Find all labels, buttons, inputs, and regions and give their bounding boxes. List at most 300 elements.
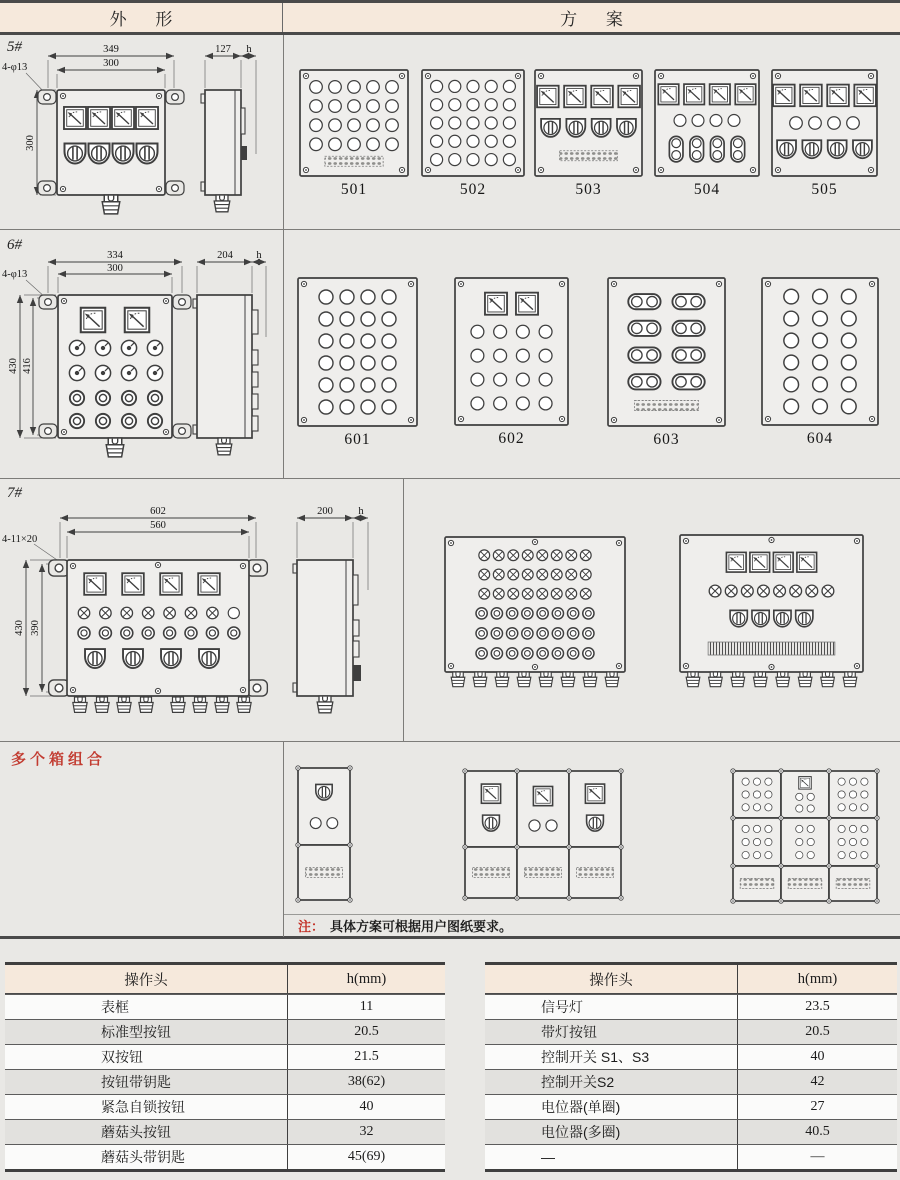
component-circle bbox=[449, 99, 461, 111]
component-circle bbox=[449, 117, 461, 129]
component-circle bbox=[784, 289, 799, 304]
operator-head-cell: — bbox=[485, 1145, 738, 1169]
component-ring bbox=[476, 628, 487, 639]
component-rotary bbox=[483, 815, 500, 831]
component-circle bbox=[361, 312, 375, 326]
height-value-cell: h(mm) bbox=[346, 970, 387, 987]
component-circle bbox=[728, 115, 740, 127]
scheme-row-7 bbox=[403, 480, 900, 741]
component-circle bbox=[753, 825, 760, 832]
component-xlight bbox=[522, 550, 533, 561]
component-circle bbox=[386, 81, 399, 94]
label-strip bbox=[836, 879, 870, 889]
side-view-5 bbox=[201, 90, 247, 212]
component-dh bbox=[628, 321, 660, 336]
section-label-7: 7# bbox=[7, 485, 22, 501]
component-circle bbox=[382, 334, 396, 348]
component-ring bbox=[583, 648, 594, 659]
component-circle bbox=[753, 778, 760, 785]
component-circle bbox=[861, 825, 868, 832]
component-circle bbox=[310, 81, 323, 94]
component-dh bbox=[628, 347, 660, 362]
component-circle bbox=[449, 135, 461, 147]
height-value-cell: 32 bbox=[359, 1124, 374, 1139]
table-row bbox=[485, 1019, 897, 1044]
scheme-number: 601 bbox=[344, 431, 371, 448]
component-meter bbox=[658, 84, 678, 104]
height-value-cell: 20.5 bbox=[805, 1024, 830, 1039]
component-rotary bbox=[592, 119, 611, 137]
component-circle bbox=[861, 778, 868, 785]
component-circle bbox=[310, 100, 323, 113]
component-xlight bbox=[580, 588, 591, 599]
component-circle bbox=[367, 138, 380, 151]
component-circle bbox=[471, 349, 484, 362]
component-circle bbox=[796, 851, 803, 858]
scheme-panel-501 bbox=[300, 70, 408, 176]
table-header-band bbox=[0, 0, 900, 35]
component-circle bbox=[361, 290, 375, 304]
component-circle bbox=[516, 349, 529, 362]
dim-7-inner-width: 560 bbox=[150, 520, 166, 531]
component-meter bbox=[854, 85, 876, 107]
operator-head-cell: 双按钮 bbox=[5, 1045, 288, 1069]
component-meter bbox=[710, 84, 730, 104]
component-ring bbox=[568, 608, 579, 619]
component-circle bbox=[849, 791, 856, 798]
component-circle bbox=[753, 851, 760, 858]
dim-6-depth: 204 bbox=[217, 250, 233, 261]
component-circle bbox=[765, 778, 772, 785]
height-value-cell: 21.5 bbox=[354, 1049, 379, 1064]
height-value-cell: 27 bbox=[810, 1099, 825, 1114]
component-dh bbox=[672, 294, 704, 309]
component-circle bbox=[849, 825, 856, 832]
front-view-6 bbox=[39, 295, 191, 457]
component-xlight bbox=[551, 550, 562, 561]
component-circle bbox=[807, 825, 814, 832]
component-ring bbox=[522, 648, 533, 659]
label-strip bbox=[306, 868, 343, 878]
scheme-row-5 bbox=[283, 36, 900, 229]
component-circle bbox=[431, 135, 443, 147]
component-dv bbox=[731, 136, 745, 162]
combo-row bbox=[0, 742, 900, 937]
component-circle bbox=[765, 825, 772, 832]
component-meter bbox=[684, 84, 704, 104]
dim-5-depth: 127 bbox=[215, 44, 231, 55]
component-circle bbox=[753, 838, 760, 845]
component-dv bbox=[690, 136, 704, 162]
component-xlight bbox=[522, 569, 533, 580]
component-circle bbox=[485, 99, 497, 111]
component-rotary bbox=[752, 610, 769, 626]
component-circle bbox=[796, 805, 803, 812]
scheme-panel-604 bbox=[762, 278, 878, 425]
component-xlight bbox=[566, 550, 577, 561]
component-circle bbox=[494, 349, 507, 362]
table-row bbox=[5, 994, 445, 1019]
component-circle bbox=[485, 154, 497, 166]
scheme-number: 505 bbox=[811, 181, 838, 198]
operator-head-cell: 标准型按钮 bbox=[5, 1020, 288, 1044]
dim-7-outer-height: 430 bbox=[14, 620, 25, 636]
component-meter bbox=[591, 86, 613, 108]
table-row bbox=[5, 1094, 445, 1119]
component-circle bbox=[467, 135, 479, 147]
component-circle bbox=[319, 312, 333, 326]
operator-head-cell: 带灯按钮 bbox=[485, 1020, 738, 1044]
component-dh bbox=[672, 374, 704, 389]
component-meter bbox=[537, 86, 559, 108]
component-circle bbox=[382, 400, 396, 414]
component-ring bbox=[491, 608, 502, 619]
component-circle bbox=[361, 334, 375, 348]
component-circle bbox=[340, 290, 354, 304]
component-meter bbox=[773, 85, 795, 107]
height-value-cell: 45(69) bbox=[347, 1149, 386, 1164]
component-xlight bbox=[580, 550, 591, 561]
component-meter bbox=[585, 784, 604, 803]
component-circle bbox=[503, 80, 515, 92]
dim-6-outer-height: 430 bbox=[8, 358, 19, 374]
operator-head-cell: 电位器(单圈) bbox=[485, 1095, 738, 1119]
side-view-7 bbox=[293, 560, 361, 713]
scheme-number: 504 bbox=[693, 181, 721, 198]
component-circle bbox=[849, 778, 856, 785]
component-xlight bbox=[551, 569, 562, 580]
component-circle bbox=[340, 312, 354, 326]
component-ring bbox=[583, 628, 594, 639]
component-circle bbox=[784, 355, 799, 370]
operator-head-cell: 信号灯 bbox=[485, 995, 738, 1019]
component-circle bbox=[340, 400, 354, 414]
dim-5-inner-width: 300 bbox=[103, 58, 119, 69]
table-row bbox=[5, 1019, 445, 1044]
component-circle bbox=[710, 115, 722, 127]
scheme-panel bbox=[445, 537, 625, 687]
component-circle bbox=[382, 312, 396, 326]
component-circle bbox=[807, 838, 814, 845]
dim-7-outer-width: 602 bbox=[150, 506, 166, 517]
component-rotary bbox=[566, 119, 585, 137]
component-ring bbox=[537, 608, 548, 619]
component-ring bbox=[537, 628, 548, 639]
component-circle bbox=[841, 311, 856, 326]
component-circle bbox=[340, 334, 354, 348]
component-xlight bbox=[493, 569, 504, 580]
component-circle bbox=[361, 378, 375, 392]
component-circle bbox=[348, 119, 361, 132]
component-xlight bbox=[479, 569, 490, 580]
header-outline: 外 形 bbox=[0, 3, 283, 32]
component-circle bbox=[847, 117, 860, 130]
component-ring bbox=[568, 648, 579, 659]
component-circle bbox=[809, 117, 822, 130]
component-circle bbox=[329, 81, 342, 94]
component-circle bbox=[431, 117, 443, 129]
label-strip bbox=[577, 868, 614, 878]
component-circle bbox=[367, 100, 380, 113]
operator-head-cell: 控制开关 S1、S3 bbox=[485, 1045, 738, 1069]
terminal-strip bbox=[708, 642, 835, 655]
component-xlight bbox=[790, 585, 802, 597]
component-circle bbox=[361, 356, 375, 370]
label-strip bbox=[525, 868, 562, 878]
component-xlight bbox=[806, 585, 818, 597]
component-meter bbox=[618, 86, 640, 108]
component-circle bbox=[674, 115, 686, 127]
component-circle bbox=[386, 100, 399, 113]
component-circle bbox=[861, 838, 868, 845]
component-circle bbox=[546, 820, 557, 831]
component-circle bbox=[386, 138, 399, 151]
component-circle bbox=[753, 804, 760, 811]
component-meter bbox=[481, 784, 500, 803]
component-circle bbox=[813, 289, 828, 304]
component-circle bbox=[813, 333, 828, 348]
component-circle bbox=[813, 355, 828, 370]
component-circle bbox=[348, 100, 361, 113]
operator-head-cell: 操作头 bbox=[485, 965, 738, 993]
component-xlight bbox=[479, 588, 490, 599]
table-row bbox=[5, 1069, 445, 1094]
component-ring bbox=[552, 608, 563, 619]
component-xlight bbox=[758, 585, 770, 597]
component-circle bbox=[796, 793, 803, 800]
component-dh bbox=[672, 347, 704, 362]
component-xlight bbox=[551, 588, 562, 599]
combo-box-group bbox=[296, 766, 352, 902]
component-meter bbox=[799, 777, 811, 789]
section-label-5: 5# bbox=[7, 39, 22, 55]
operator-head-cell: 蘑菇头按钮 bbox=[5, 1120, 288, 1144]
component-circle bbox=[382, 290, 396, 304]
component-circle bbox=[310, 119, 323, 132]
component-rotary bbox=[541, 119, 560, 137]
rule-h1 bbox=[0, 229, 900, 230]
component-circle bbox=[467, 154, 479, 166]
component-xlight bbox=[566, 588, 577, 599]
section-label-6: 6# bbox=[7, 237, 22, 253]
component-circle bbox=[494, 373, 507, 386]
component-circle bbox=[494, 325, 507, 338]
component-ring bbox=[476, 648, 487, 659]
scheme-number: 604 bbox=[806, 430, 834, 447]
component-circle bbox=[841, 333, 856, 348]
component-circle bbox=[348, 81, 361, 94]
table-row bbox=[5, 1144, 445, 1169]
component-circle bbox=[319, 290, 333, 304]
component-circle bbox=[807, 793, 814, 800]
component-meter bbox=[516, 293, 538, 315]
component-dh bbox=[628, 294, 660, 309]
component-circle bbox=[431, 154, 443, 166]
component-circle bbox=[449, 154, 461, 166]
component-circle bbox=[796, 825, 803, 832]
component-circle bbox=[310, 138, 323, 151]
component-circle bbox=[485, 117, 497, 129]
component-circle bbox=[516, 373, 529, 386]
header-plan: 方 案 bbox=[560, 10, 635, 29]
component-circle bbox=[742, 838, 749, 845]
component-dh bbox=[672, 321, 704, 336]
component-ring bbox=[537, 648, 548, 659]
component-circle bbox=[784, 377, 799, 392]
scheme-row-6 bbox=[283, 232, 900, 478]
scheme-panel-504 bbox=[655, 70, 759, 176]
component-circle bbox=[742, 825, 749, 832]
component-circle bbox=[329, 119, 342, 132]
component-xlight bbox=[580, 569, 591, 580]
component-circle bbox=[382, 378, 396, 392]
component-circle bbox=[742, 778, 749, 785]
component-circle bbox=[503, 154, 515, 166]
scheme-number: 501 bbox=[340, 181, 368, 198]
component-circle bbox=[861, 791, 868, 798]
dim-5-height: 300 bbox=[25, 135, 36, 151]
component-circle bbox=[813, 399, 828, 414]
dim-7-holes: 4-11×20 bbox=[2, 534, 38, 545]
component-xlight bbox=[774, 585, 786, 597]
component-ring bbox=[568, 628, 579, 639]
label-strip bbox=[473, 868, 510, 878]
component-dv bbox=[710, 136, 724, 162]
component-xlight bbox=[537, 588, 548, 599]
component-circle bbox=[467, 80, 479, 92]
component-circle bbox=[431, 80, 443, 92]
scheme-panel-601 bbox=[298, 278, 417, 426]
operator-head-cell: 蘑菇头带钥匙 bbox=[5, 1145, 288, 1169]
component-circle bbox=[503, 135, 515, 147]
component-circle bbox=[529, 820, 540, 831]
combos-canvas bbox=[0, 742, 900, 937]
operator-head-cell: 表框 bbox=[5, 995, 288, 1019]
component-meter bbox=[750, 552, 770, 572]
row5-canvas bbox=[283, 36, 900, 229]
dim-6-outer-width: 334 bbox=[107, 250, 123, 261]
component-circle bbox=[765, 804, 772, 811]
component-circle bbox=[382, 356, 396, 370]
outline-drawing-7 bbox=[0, 480, 403, 741]
table-row bbox=[5, 1119, 445, 1144]
height-value-cell: — bbox=[810, 1149, 825, 1164]
dim-6-inner-width: 300 bbox=[107, 263, 123, 274]
component-ring bbox=[507, 608, 518, 619]
component-circle bbox=[516, 325, 529, 338]
scheme-number: 502 bbox=[459, 181, 487, 198]
component-circle bbox=[485, 80, 497, 92]
component-xlight bbox=[822, 585, 834, 597]
component-circle bbox=[471, 325, 484, 338]
operator-head-cell: 按钮带钥匙 bbox=[5, 1070, 288, 1094]
component-circle bbox=[449, 80, 461, 92]
component-circle bbox=[539, 325, 552, 338]
component-circle bbox=[367, 81, 380, 94]
height-value-cell: 20.5 bbox=[354, 1024, 379, 1039]
component-xlight bbox=[508, 550, 519, 561]
component-ring bbox=[507, 628, 518, 639]
side-view-6 bbox=[193, 295, 258, 455]
component-circle bbox=[327, 818, 338, 829]
component-rotary bbox=[796, 610, 813, 626]
component-circle bbox=[539, 349, 552, 362]
component-circle bbox=[784, 333, 799, 348]
component-circle bbox=[765, 838, 772, 845]
height-value-cell: 40.5 bbox=[805, 1124, 830, 1139]
component-circle bbox=[841, 377, 856, 392]
table-row bbox=[485, 1044, 897, 1069]
component-rotary bbox=[316, 784, 332, 800]
operator-head-cell: 操作头 bbox=[5, 965, 288, 993]
combo-box-group bbox=[731, 769, 879, 903]
component-xlight bbox=[493, 588, 504, 599]
component-rotary bbox=[730, 610, 747, 626]
component-meter bbox=[735, 84, 755, 104]
component-meter bbox=[564, 86, 586, 108]
component-meter bbox=[726, 552, 746, 572]
table-row bbox=[5, 1044, 445, 1069]
component-circle bbox=[319, 356, 333, 370]
component-ring bbox=[522, 608, 533, 619]
rule-h2 bbox=[0, 478, 900, 479]
component-circle bbox=[539, 373, 552, 386]
component-circle bbox=[742, 791, 749, 798]
scheme-panel-503 bbox=[535, 70, 642, 176]
component-meter bbox=[800, 85, 822, 107]
component-circle bbox=[765, 791, 772, 798]
component-xlight bbox=[522, 588, 533, 599]
component-circle bbox=[790, 117, 803, 130]
component-circle bbox=[386, 119, 399, 132]
component-circle bbox=[813, 377, 828, 392]
label-strip bbox=[325, 156, 383, 166]
component-circle bbox=[807, 805, 814, 812]
component-circle bbox=[539, 397, 552, 410]
table-header-row bbox=[5, 965, 445, 994]
component-ring bbox=[507, 648, 518, 659]
scheme-number: 603 bbox=[653, 431, 680, 448]
height-value-cell: 40 bbox=[359, 1099, 374, 1114]
component-circle bbox=[849, 851, 856, 858]
row6-canvas bbox=[283, 232, 900, 478]
combo-section-label: 多个箱组合 bbox=[11, 751, 107, 768]
component-xlight bbox=[508, 569, 519, 580]
component-circle bbox=[849, 838, 856, 845]
component-circle bbox=[784, 311, 799, 326]
dim-7-inner-height: 390 bbox=[30, 620, 41, 636]
component-circle bbox=[861, 804, 868, 811]
component-circle bbox=[807, 851, 814, 858]
component-circle bbox=[849, 804, 856, 811]
component-circle bbox=[838, 851, 845, 858]
scheme-panel bbox=[680, 535, 863, 687]
component-circle bbox=[319, 378, 333, 392]
component-circle bbox=[467, 117, 479, 129]
component-xlight bbox=[725, 585, 737, 597]
table-row bbox=[485, 1119, 897, 1144]
component-circle bbox=[503, 117, 515, 129]
component-circle bbox=[796, 838, 803, 845]
label-strip bbox=[788, 879, 822, 889]
dim-6-inner-height: 416 bbox=[22, 358, 33, 374]
component-xlight bbox=[741, 585, 753, 597]
scheme-number: 602 bbox=[498, 430, 525, 447]
component-circle bbox=[841, 399, 856, 414]
table-row bbox=[485, 994, 897, 1019]
component-circle bbox=[516, 397, 529, 410]
front-view-5 bbox=[38, 90, 184, 214]
